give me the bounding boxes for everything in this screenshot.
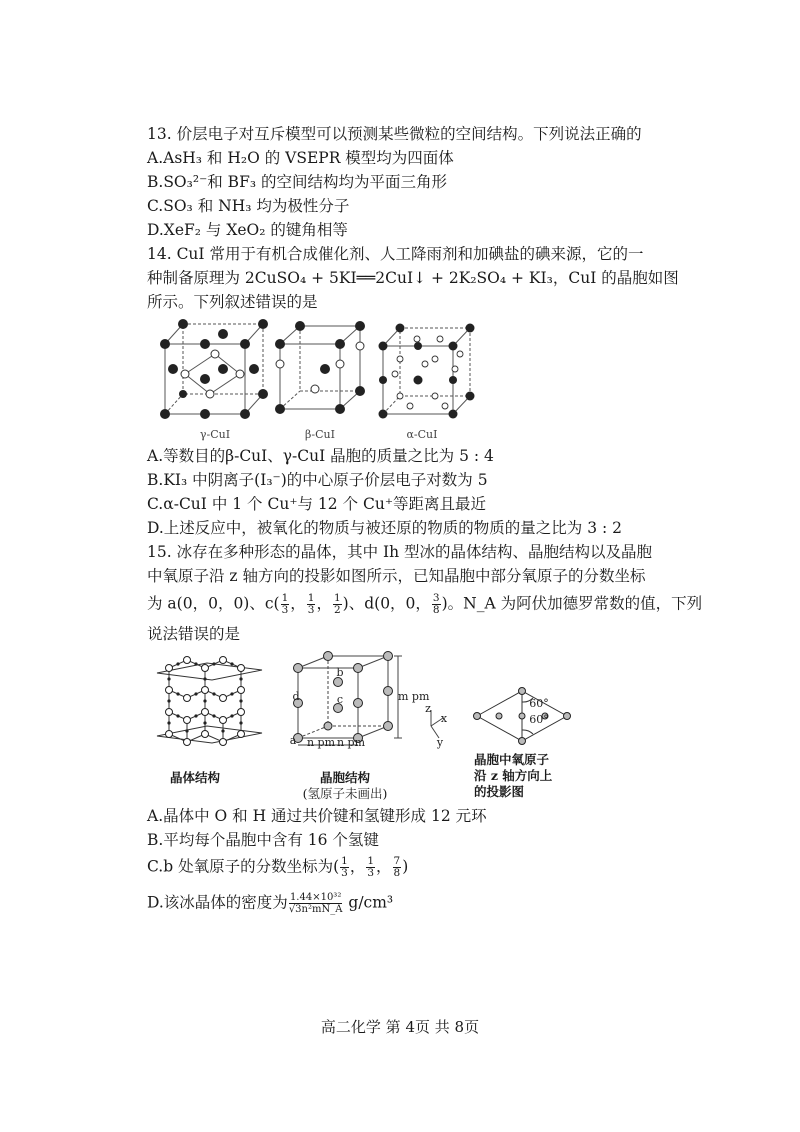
c-z-fraction: $\frac{1}{2}$ (333, 592, 341, 616)
q14-stem-line3: 所示。下列叙述错误的是 (147, 293, 318, 311)
q15-option-c: C.b 处氧原子的分数坐标为( $\frac{1}{3}$ ， $\frac{1}{3}$ ， $\frac{7}{8}$ ) (147, 855, 409, 879)
q13-option-d: D.XeF₂ 与 XeO₂ 的键角相等 (147, 221, 348, 239)
q13-stem: 13. 价层电子对互斥模型可以预测某些微粒的空间结构。下列说法正确的 (147, 125, 642, 143)
q13-option-c: C.SO₃ 和 NH₃ 均为极性分子 (147, 197, 350, 215)
c-y-fraction: $\frac{1}{3}$ (307, 592, 315, 616)
axis-y-label: y (436, 736, 444, 749)
label-n-pm-2: n pm (336, 736, 366, 749)
q13-option-b: B.SO₃²⁻和 BF₃ 的空间结构均为平面三角形 (147, 173, 447, 191)
angle-label-top: 60° (529, 697, 549, 710)
label-d: d (292, 690, 300, 703)
oxygen-projection-figure (472, 686, 572, 750)
q15-option-a: A.晶体中 O 和 H 通过共价键和氢键形成 12 元环 (147, 807, 487, 825)
q15-stem-line2: 中氧原子沿 z 轴方向的投影如图所示，已知晶胞中部分氧原子的分数坐标 (147, 567, 646, 585)
angle-label-bottom: 60° (529, 713, 549, 726)
d-z-fraction: $\frac{3}{8}$ (432, 592, 440, 616)
axis-x-label: x (440, 712, 448, 725)
page-footer: 高二化学 第 4页 共 8页 (320, 1018, 480, 1036)
gamma-cui-label: γ-CuI (199, 428, 231, 441)
density-fraction: $\frac{\text{1.44×10³²}}{\text{√3n²mN\_A}}$ (288, 892, 343, 915)
q15-stem-line1: 15. 冰存在多种形态的晶体，其中 Ih 型冰的晶体结构、晶胞结构以及晶胞 (147, 543, 653, 561)
gamma-cui-cell (165, 324, 263, 414)
q15-option-d: D.该冰晶体的密度为 $\frac{\text{1.44×10³²}}{\text{√3n²mN\_A}}$ g/cm³ (147, 892, 394, 915)
q15-stem-line4: 说法错误的是 (147, 625, 241, 643)
ice-crystal-structure-figure (147, 648, 272, 767)
label-n-pm-1: n pm (306, 736, 336, 749)
q14-option-c: C.α-CuI 中 1 个 Cu⁺与 12 个 Cu⁺等距离且最近 (147, 495, 487, 513)
label-m-pm: m pm (398, 690, 430, 703)
q14-option-d: D.上述反应中，被氧化的物质与被还原的物质的物质的量之比为 3 : 2 (147, 519, 623, 537)
q14-option-a: A.等数目的β-CuI、γ-CuI 晶胞的质量之比为 5 : 4 (147, 447, 494, 465)
q13-option-a: A.AsH₃ 和 H₂O 的 VSEPR 模型均为四面体 (147, 149, 454, 167)
axis-z-label: z (425, 702, 431, 715)
b-y-fraction: $\frac{1}{3}$ (367, 855, 375, 879)
fig1-caption: 晶体结构 (169, 770, 220, 785)
alpha-cui-label: α-CuI (406, 428, 438, 441)
q14-option-b: B.KI₃ 中阴离子(I₃⁻)的中心原子价层电子对数为 5 (147, 471, 488, 489)
b-z-fraction: $\frac{7}{8}$ (393, 855, 401, 879)
c-x-fraction: $\frac{1}{3}$ (281, 592, 289, 616)
b-x-fraction: $\frac{1}{3}$ (341, 855, 348, 879)
q15-stem-line3: 为 a(0，0，0)、c( $\frac{1}{3}$ ， $\frac{1}{3}$ ， $\frac{1}{2}$ )、d(0，0， $\frac{3}{8}$ )。N_A 为阿伏加德罗常数的值，下列 (147, 592, 703, 616)
q15-option-b: B.平均每个晶胞中含有 16 个氢键 (147, 831, 379, 849)
fig2-caption: 晶胞结构 (氢原子未画出) (302, 770, 388, 801)
label-b: b (336, 666, 344, 679)
q14-stem-line2: 种制备原理为 2CuSO₄ + 5KI══2CuI↓ + 2K₂SO₄ + KI₃，CuI 的晶胞如图 (147, 269, 679, 287)
beta-cui-cell (280, 326, 360, 409)
label-a: a (289, 734, 297, 747)
q14-stem-line1: 14. CuI 常用于有机合成催化剂、人工降雨剂和加碘盐的碘来源，它的一 (147, 245, 644, 263)
cui-crystal-figures (155, 314, 475, 426)
fig3-caption: 晶胞中氧原子 沿 z 轴方向上 的投影图 (474, 752, 553, 799)
label-c: c (336, 693, 344, 706)
beta-cui-label: β-CuI (305, 428, 335, 441)
